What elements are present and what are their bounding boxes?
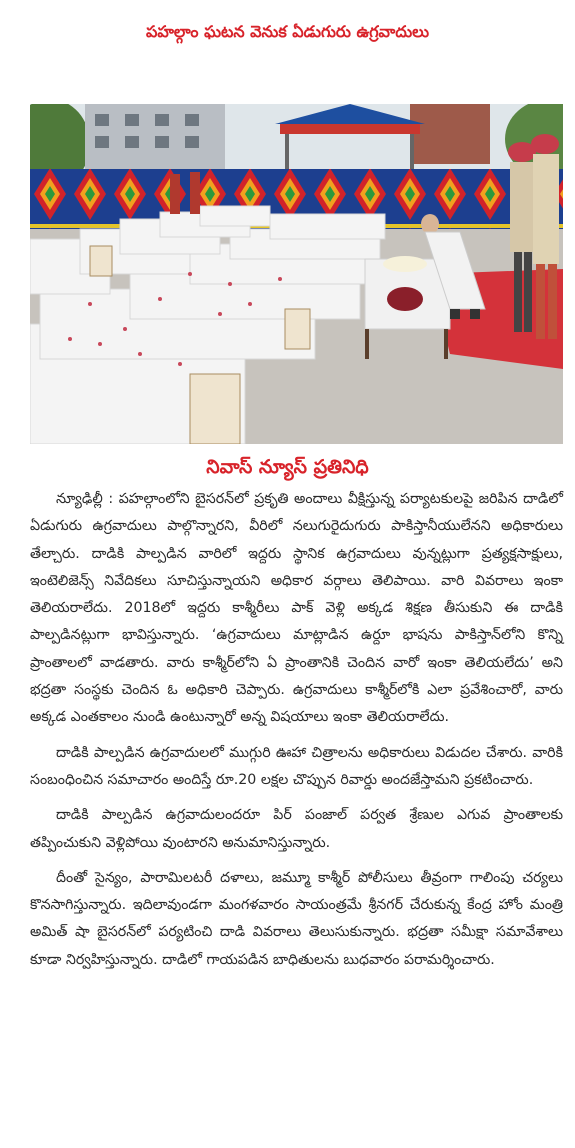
- article-body: [30, 486, 563, 982]
- article-paragraph: దాడికి పాల్పడిన ఉగ్రవాదులందరూ పిర్‌ పంజాల్‌ పర్వత శ్రేణుల ఎగువ ప్రాంతాలకు తప్పించుకుని వెళ్లిపోయి వుంటారని అనుమానిస్తున్నారు.: [30, 807, 563, 851]
- headline: పహల్గాం ఘటన వెనుక ఏడుగురు ఉగ్రవాదులు: [145, 22, 430, 41]
- article-paragraph: దీంతో సైన్యం, పారామిలటరీ దళాలు, జమ్మూ కాశ్మీర్‌ పోలీసులు తీవ్రంగా గాలింపు చర్యలు కొనసాగిస్తున్నారు. ఇదిలావుండగా మంగళవారం సాయంత్రమే శ్రీనగర్‌ చేరుకున్న కేంద్ర హోం మంత్రి అమిత్‌ షా బైసరన్‌లో పర్యటించి దాడి వివరాలు తెలుసుకున్నారు. భద్రతా సమీక్షా సమావేశాలు కూడా నిర్వహిస్తున్నారు. దాడిలో గాయపడిన బాధితులను బుధవారం పరామర్శించారు.: [30, 869, 563, 968]
- byline: నివాస్‌ న్యూస్‌ ప్రతినిధి: [206, 456, 369, 478]
- article-paragraph: దాడికి పాల్పడిన ఉగ్రవాదులలో ముగ్గురి ఊహా చిత్రాలను అధికారులు విడుదల చేశారు. వారికి సంబంధించిన సమాచారం అందిస్తే రూ.20 లక్షల చొప్పున రివార్డు అందజేస్తామని ప్రకటించారు.: [30, 744, 563, 788]
- article-paragraph: న్యూఢిల్లీ : పహల్గాంలోని బైసరన్‌లో ప్రకృతి అందాలు వీక్షిస్తున్న పర్యాటకులపై జరిపిన దాడిలో ఏడుగురు ఉగ్రవాదులు పాల్గొన్నారని, వీరిలో నలుగురైదుగురు పాకిస్తానీయులేనని అధికారులు తేల్చారు. దాడికి పాల్పడిన వారిలో ఇద్దరు స్థానిక ఉగ్రవాదులు వున్నట్లుగా ప్రత్యక్షసాక్షులు, ఇంటెలిజెన్స్‌ నివేదికలు సూచిస్తున్నాయని అధికార వర్గాలు తెలిపాయి. వారి వివరాలు ఇంకా తెలియరాలేదు. 2018లో ఇద్దరు కాశ్మీరీలు పాక్‌ వెళ్లి అక్కడ శిక్షణ తీసుకుని ఈ దాడికి పాల్పడినట్లుగా భావిస్తున్నారు. ‘ఉగ్రవాదులు మాట్లాడిన ఉర్దూ భాషను పాకిస్తాన్‌లోని కొన్ని ప్రాంతాలలో వాడతారు. వారు కాశ్మీర్‌లోని ఏ ప్రాంతానికి చెందిన వారో ఇంకా తెలియలేదు’ అని భద్రతా సంస్థకు చెందిన ఓ అధికారి చెప్పారు. ఉగ్రవాదులు కాశ్మీర్‌లోకి ఎలా ప్రవేశించారో, వారు అక్కడ ఎంతకాలం నుండి ఉంటున్నారో అన్న విషయాలు ఇంకా తెలియరాలేదు.: [30, 491, 563, 726]
- news-photo: [30, 104, 563, 444]
